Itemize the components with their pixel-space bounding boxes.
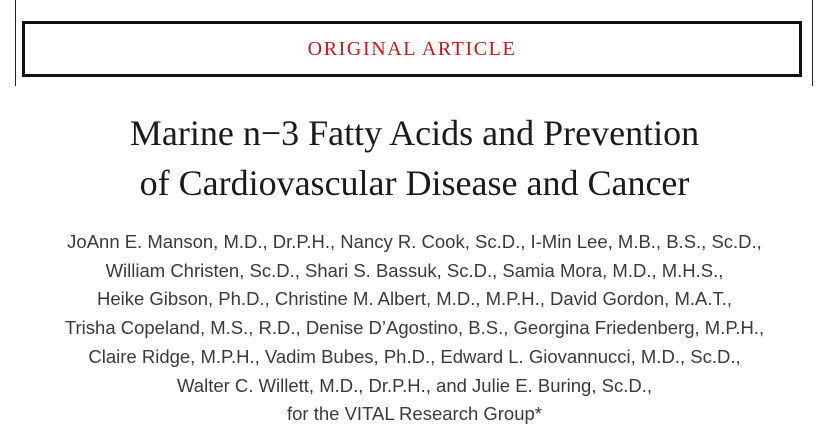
research-group-line: for the VITAL Research Group* [286,403,542,425]
article-type-label: ORIGINAL ARTICLE [307,37,517,60]
author-line: JoAnn E. Manson, M.D., Dr.P.H., Nancy R. Cook, Sc.D., I-Min Lee, M.B., B.S., Sc.D., [67,231,762,252]
author-list [0,228,829,429]
author-line: Heike Gibson, Ph.D., Christine M. Albert, M.D., M.P.H., David Gordon, M.A.T., [96,288,733,310]
author-line: Claire Ridge, M.P.H., Vadim Bubes, Ph.D., Edward L. Giovannucci, M.D., Sc.D., [88,345,741,367]
title-line: of Cardiovascular Disease and Cancer [139,163,690,203]
author-line: William Christen, Sc.D., Shari S. Bassuk, Sc.D., Samia Mora, M.D., M.H.S., [105,259,724,281]
article-type-banner [22,21,802,77]
author-line: Trisha Copeland, M.S., R.D., Denise D’Agostino, B.S., Georgina Friedenberg, M.P.H., [64,317,765,339]
title-line: Marine n−3 Fatty Acids and Prevention [129,113,700,153]
left-rule [15,0,16,86]
right-rule [812,0,813,86]
author-line: Walter C. Willett, M.D., Dr.P.H., and Julie E. Buring, Sc.D., [177,374,652,396]
article-title [0,108,829,208]
